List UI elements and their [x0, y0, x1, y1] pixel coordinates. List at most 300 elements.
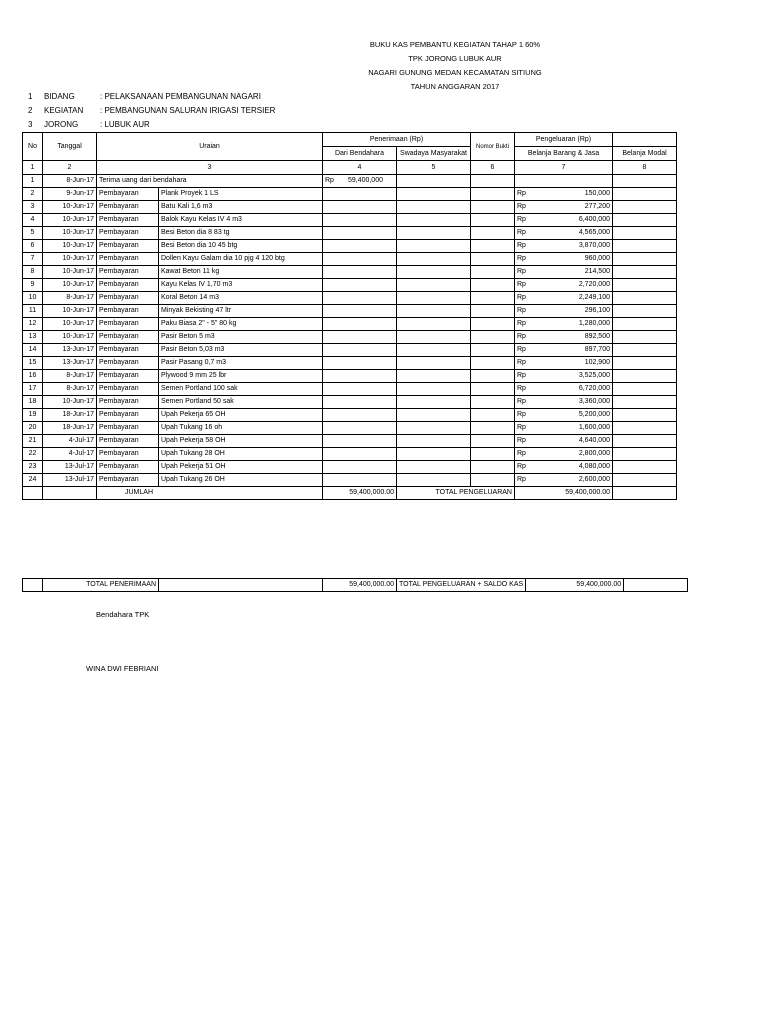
info-num: 2 [28, 106, 33, 115]
row-swadaya [397, 253, 471, 266]
row-in [323, 175, 397, 188]
row-date: 10-Jun-17 [43, 279, 97, 292]
row-date: 9-Jun-17 [43, 188, 97, 201]
amount: 6,400,000 [578, 216, 610, 223]
amount-wrap [517, 422, 610, 434]
amount: 3,525,000 [578, 372, 610, 379]
row-swadaya [397, 331, 471, 344]
row-date: 10-Jun-17 [43, 305, 97, 318]
empty-cell [613, 487, 677, 500]
table-row [23, 305, 677, 318]
row-modal [613, 344, 677, 357]
row-out [515, 422, 613, 435]
row-in [323, 474, 397, 487]
row-out [515, 344, 613, 357]
header-belanja-modal: Belanja Modal [613, 147, 677, 161]
table-row [23, 461, 677, 474]
row-type: Pembayaran [97, 253, 159, 266]
row-date: 13-Jul-17 [43, 474, 97, 487]
amount-wrap [517, 292, 610, 304]
row-out [515, 240, 613, 253]
table-row [23, 383, 677, 396]
title-line-2: TPK JORONG LUBUK AUR [408, 54, 502, 63]
row-bukti [471, 357, 515, 370]
table-row [23, 188, 677, 201]
amount: 296,100 [584, 307, 610, 314]
table-row [23, 279, 677, 292]
row-out [515, 409, 613, 422]
row-in [323, 370, 397, 383]
amount-wrap [517, 461, 610, 473]
row-no: 14 [23, 344, 43, 357]
table-row [23, 396, 677, 409]
row-bukti [471, 175, 515, 188]
row-desc: Upah Pekerja 65 OH [159, 409, 323, 422]
table-row [23, 253, 677, 266]
row-in [323, 383, 397, 396]
row-out [515, 448, 613, 461]
total-pengeluaran-value: 59,400,000.00 [515, 487, 613, 500]
row-date: 4-Jul-17 [43, 435, 97, 448]
row-modal [613, 266, 677, 279]
row-no: 4 [23, 214, 43, 227]
row-in [323, 422, 397, 435]
currency-label: Rp [517, 437, 526, 444]
row-out [515, 357, 613, 370]
currency-label: Rp [517, 268, 526, 275]
row-date: 10-Jun-17 [43, 253, 97, 266]
row-swadaya [397, 383, 471, 396]
row-desc: Plywood 9 mm 25 lbr [159, 370, 323, 383]
header-swadaya: Swadaya Masyarakat [397, 147, 471, 161]
row-modal [613, 188, 677, 201]
row-type: Pembayaran [97, 214, 159, 227]
col-number: 1 [23, 161, 43, 175]
info-block [28, 92, 275, 134]
row-no: 1 [23, 175, 43, 188]
table-row [23, 344, 677, 357]
row-modal [613, 305, 677, 318]
row-modal [613, 435, 677, 448]
signature-name: WINA DWI FEBRIANI [86, 664, 159, 673]
currency-label: Rp [517, 398, 526, 405]
table-row [23, 474, 677, 487]
total-pengeluaran-saldo-value: 59,400,000.00 [526, 579, 624, 592]
row-desc: Koral Beton 14 m3 [159, 292, 323, 305]
row-bukti [471, 344, 515, 357]
row-bukti [471, 396, 515, 409]
amount: 1,280,000 [578, 320, 610, 327]
total-pengeluaran-label: TOTAL PENGELUARAN [397, 487, 515, 500]
row-type: Pembayaran [97, 279, 159, 292]
amount: 150,000 [584, 190, 610, 197]
amount: 2,600,000 [578, 476, 610, 483]
col-number: 6 [471, 161, 515, 175]
amount: 102,900 [584, 359, 610, 366]
row-desc: Kayu Kelas IV 1,70 m3 [159, 279, 323, 292]
row-desc: Kawat Beton 11 kg [159, 266, 323, 279]
row-out [515, 370, 613, 383]
amount: 277,200 [584, 203, 610, 210]
row-no: 7 [23, 253, 43, 266]
info-label: BIDANG [44, 92, 75, 101]
amount-wrap [517, 305, 610, 317]
currency-label: Rp [517, 229, 526, 236]
amount-wrap [517, 318, 610, 330]
row-modal [613, 370, 677, 383]
amount-wrap [517, 357, 610, 369]
row-modal [613, 396, 677, 409]
info-row-bidang [28, 92, 275, 106]
row-modal [613, 383, 677, 396]
empty-cell [23, 579, 43, 592]
row-in [323, 461, 397, 474]
row-type: Pembayaran [97, 318, 159, 331]
row-in [323, 305, 397, 318]
row-date: 10-Jun-17 [43, 227, 97, 240]
row-date: 4-Jul-17 [43, 448, 97, 461]
table-row [23, 409, 677, 422]
header-empty [613, 133, 677, 147]
row-modal [613, 448, 677, 461]
row-modal [613, 318, 677, 331]
row-out [515, 435, 613, 448]
currency-label: Rp [517, 242, 526, 249]
currency-label: Rp [517, 190, 526, 197]
row-swadaya [397, 448, 471, 461]
row-type: Pembayaran [97, 240, 159, 253]
amount: 214,500 [584, 268, 610, 275]
currency-label: Rp [517, 320, 526, 327]
row-out [515, 383, 613, 396]
currency-label: Rp [517, 294, 526, 301]
row-no: 5 [23, 227, 43, 240]
currency-label: Rp [517, 216, 526, 223]
total-pengeluaran-saldo-label: TOTAL PENGELUARAN + SALDO KAS [397, 579, 526, 592]
row-no: 15 [23, 357, 43, 370]
table-row [23, 435, 677, 448]
currency-label: Rp [517, 203, 526, 210]
row-modal [613, 331, 677, 344]
info-row-kegiatan [28, 106, 275, 120]
row-type: Pembayaran [97, 188, 159, 201]
row-no: 22 [23, 448, 43, 461]
row-desc: Balok Kayu Kelas IV 4 m3 [159, 214, 323, 227]
info-value: : PEMBANGUNAN SALURAN IRIGASI TERSIER [100, 106, 276, 115]
currency-label: Rp [517, 385, 526, 392]
currency-label: Rp [517, 333, 526, 340]
amount-wrap [517, 240, 610, 252]
table-row [23, 201, 677, 214]
row-in [323, 201, 397, 214]
table-row [23, 370, 677, 383]
info-label: JORONG [44, 120, 79, 129]
row-bukti [471, 422, 515, 435]
row-bukti [471, 253, 515, 266]
row-modal [613, 461, 677, 474]
row-no: 10 [23, 292, 43, 305]
amount-wrap [517, 448, 610, 460]
table-row [23, 266, 677, 279]
row-out [515, 474, 613, 487]
row-swadaya [397, 370, 471, 383]
row-bukti [471, 201, 515, 214]
row-type: Pembayaran [97, 461, 159, 474]
row-date: 10-Jun-17 [43, 266, 97, 279]
row-no: 18 [23, 396, 43, 409]
row-desc: Pasir Pasang 0,7 m3 [159, 357, 323, 370]
row-type: Pembayaran [97, 331, 159, 344]
row-swadaya [397, 409, 471, 422]
table-row [23, 214, 677, 227]
row-modal [613, 292, 677, 305]
row-out [515, 175, 613, 188]
row-modal [613, 227, 677, 240]
row-desc: Batu Kali 1,6 m3 [159, 201, 323, 214]
row-in [323, 253, 397, 266]
row-in [323, 435, 397, 448]
row-date: 10-Jun-17 [43, 240, 97, 253]
col-number: 5 [397, 161, 471, 175]
row-bukti [471, 188, 515, 201]
row-bukti [471, 240, 515, 253]
row-modal [613, 253, 677, 266]
row-date: 13-Jun-17 [43, 344, 97, 357]
table-row [23, 318, 677, 331]
amount: 3,360,000 [578, 398, 610, 405]
row-date: 10-Jun-17 [43, 201, 97, 214]
amount-wrap [517, 474, 610, 486]
amount: 59,400,000 [347, 177, 383, 184]
amount-wrap [517, 227, 610, 239]
currency-label: Rp [517, 255, 526, 262]
row-modal [613, 175, 677, 188]
row-no: 23 [23, 461, 43, 474]
row-in [323, 240, 397, 253]
row-bukti [471, 409, 515, 422]
row-desc: Minyak Bekisting 47 ltr [159, 305, 323, 318]
row-no: 19 [23, 409, 43, 422]
row-swadaya [397, 396, 471, 409]
row-out [515, 331, 613, 344]
info-label: KEGIATAN [44, 106, 84, 115]
row-out [515, 188, 613, 201]
row-in [323, 227, 397, 240]
col-number: 7 [515, 161, 613, 175]
row-swadaya [397, 435, 471, 448]
row-swadaya [397, 344, 471, 357]
amount: 960,000 [584, 255, 610, 262]
amount-wrap [517, 201, 610, 213]
header-belanja-barang: Belanja Barang & Jasa [515, 147, 613, 161]
row-modal [613, 240, 677, 253]
row-bukti [471, 331, 515, 344]
amount-wrap [517, 188, 610, 200]
row-date: 10-Jun-17 [43, 214, 97, 227]
row-in [323, 266, 397, 279]
document-title [0, 38, 768, 94]
currency-label: Rp [325, 177, 334, 184]
table-row [23, 292, 677, 305]
currency-label: Rp [517, 476, 526, 483]
row-no: 20 [23, 422, 43, 435]
currency-label: Rp [517, 359, 526, 366]
row-swadaya [397, 461, 471, 474]
amount: 892,500 [584, 333, 610, 340]
row-swadaya [397, 305, 471, 318]
row-out [515, 201, 613, 214]
amount: 4,080,000 [578, 463, 610, 470]
row-bukti [471, 292, 515, 305]
row-desc: Pasir Beton 5,03 m3 [159, 344, 323, 357]
row-type: Pembayaran [97, 344, 159, 357]
table-row [23, 357, 677, 370]
jumlah-row [23, 487, 677, 500]
row-type: Terima uang dari bendahara [97, 175, 323, 188]
col-number: 4 [323, 161, 397, 175]
row-type: Pembayaran [97, 422, 159, 435]
row-type: Pembayaran [97, 383, 159, 396]
row-out [515, 214, 613, 227]
row-bukti [471, 435, 515, 448]
header-dari-bendahara: Dari Bendahara [323, 147, 397, 161]
row-desc: Semen Portland 100 sak [159, 383, 323, 396]
row-date: 18-Jun-17 [43, 422, 97, 435]
amount: 2,720,000 [578, 281, 610, 288]
row-date: 13-Jun-17 [43, 357, 97, 370]
amount-wrap [517, 370, 610, 382]
row-no: 2 [23, 188, 43, 201]
row-no: 9 [23, 279, 43, 292]
table-row [23, 422, 677, 435]
table-row [23, 175, 677, 188]
currency-label: Rp [517, 372, 526, 379]
amount-wrap [517, 266, 610, 278]
jumlah-label: JUMLAH [97, 487, 323, 500]
amount: 3,870,000 [578, 242, 610, 249]
row-desc: Upah Tukang 28 OH [159, 448, 323, 461]
currency-label: Rp [517, 450, 526, 457]
row-out [515, 253, 613, 266]
row-no: 8 [23, 266, 43, 279]
amount-wrap [517, 253, 610, 265]
table-row [23, 448, 677, 461]
amount: 4,565,000 [578, 229, 610, 236]
row-swadaya [397, 474, 471, 487]
row-desc: Dollen Kayu Galam dia 10 pjg 4 120 btg [159, 253, 323, 266]
row-modal [613, 279, 677, 292]
cash-book-table [22, 132, 677, 500]
row-modal [613, 409, 677, 422]
row-out [515, 227, 613, 240]
row-desc: Upah Pekerja 51 OH [159, 461, 323, 474]
row-bukti [471, 383, 515, 396]
row-out [515, 396, 613, 409]
amount: 2,249,100 [578, 294, 610, 301]
header-row-1 [23, 133, 677, 147]
info-num: 1 [28, 92, 33, 101]
row-swadaya [397, 279, 471, 292]
row-type: Pembayaran [97, 201, 159, 214]
row-desc: Paku Biasa 2" - 5" 80 kg [159, 318, 323, 331]
row-no: 13 [23, 331, 43, 344]
currency-label: Rp [517, 307, 526, 314]
amount: 6,720,000 [578, 385, 610, 392]
row-out [515, 279, 613, 292]
row-swadaya [397, 175, 471, 188]
amount: 1,600,000 [578, 424, 610, 431]
row-date: 10-Jun-17 [43, 331, 97, 344]
row-swadaya [397, 318, 471, 331]
row-bukti [471, 370, 515, 383]
empty-cell [159, 579, 323, 592]
table-row [23, 227, 677, 240]
row-modal [613, 422, 677, 435]
row-date: 10-Jun-17 [43, 318, 97, 331]
header-nomor-bukti: Nomor Bukti [471, 133, 515, 161]
row-out [515, 292, 613, 305]
row-in [323, 448, 397, 461]
info-value: : PELAKSANAAN PEMBANGUNAN NAGARI [100, 92, 261, 101]
amount-wrap [517, 214, 610, 226]
total-table [22, 578, 688, 592]
row-modal [613, 357, 677, 370]
row-date: 8-Jun-17 [43, 175, 97, 188]
amount-wrap [517, 344, 610, 356]
currency-label: Rp [517, 411, 526, 418]
row-in [323, 318, 397, 331]
jumlah-value: 59,400,000.00 [323, 487, 397, 500]
row-no: 12 [23, 318, 43, 331]
row-type: Pembayaran [97, 227, 159, 240]
row-swadaya [397, 357, 471, 370]
row-out [515, 318, 613, 331]
total-penerimaan-label: TOTAL PENERIMAAN [43, 579, 159, 592]
amount-wrap [517, 279, 610, 291]
currency-label: Rp [517, 346, 526, 353]
amount-wrap [517, 409, 610, 421]
row-modal [613, 214, 677, 227]
row-swadaya [397, 188, 471, 201]
row-swadaya [397, 240, 471, 253]
info-value: : LUBUK AUR [100, 120, 150, 129]
row-in [323, 331, 397, 344]
total-row [23, 579, 688, 592]
row-out [515, 266, 613, 279]
col-number: 2 [43, 161, 97, 175]
header-number-row [23, 161, 677, 175]
row-desc: Semen Portland 50 sak [159, 396, 323, 409]
row-bukti [471, 305, 515, 318]
row-swadaya [397, 227, 471, 240]
col-number: 3 [97, 161, 323, 175]
row-type: Pembayaran [97, 370, 159, 383]
row-bukti [471, 227, 515, 240]
row-bukti [471, 474, 515, 487]
currency-label: Rp [517, 424, 526, 431]
row-in [323, 188, 397, 201]
row-type: Pembayaran [97, 305, 159, 318]
empty-cell [23, 487, 43, 500]
empty-cell [624, 579, 688, 592]
row-in [323, 279, 397, 292]
row-no: 21 [23, 435, 43, 448]
row-no: 24 [23, 474, 43, 487]
row-type: Pembayaran [97, 266, 159, 279]
currency-label: Rp [517, 281, 526, 288]
row-bukti [471, 448, 515, 461]
amount-wrap [517, 331, 610, 343]
